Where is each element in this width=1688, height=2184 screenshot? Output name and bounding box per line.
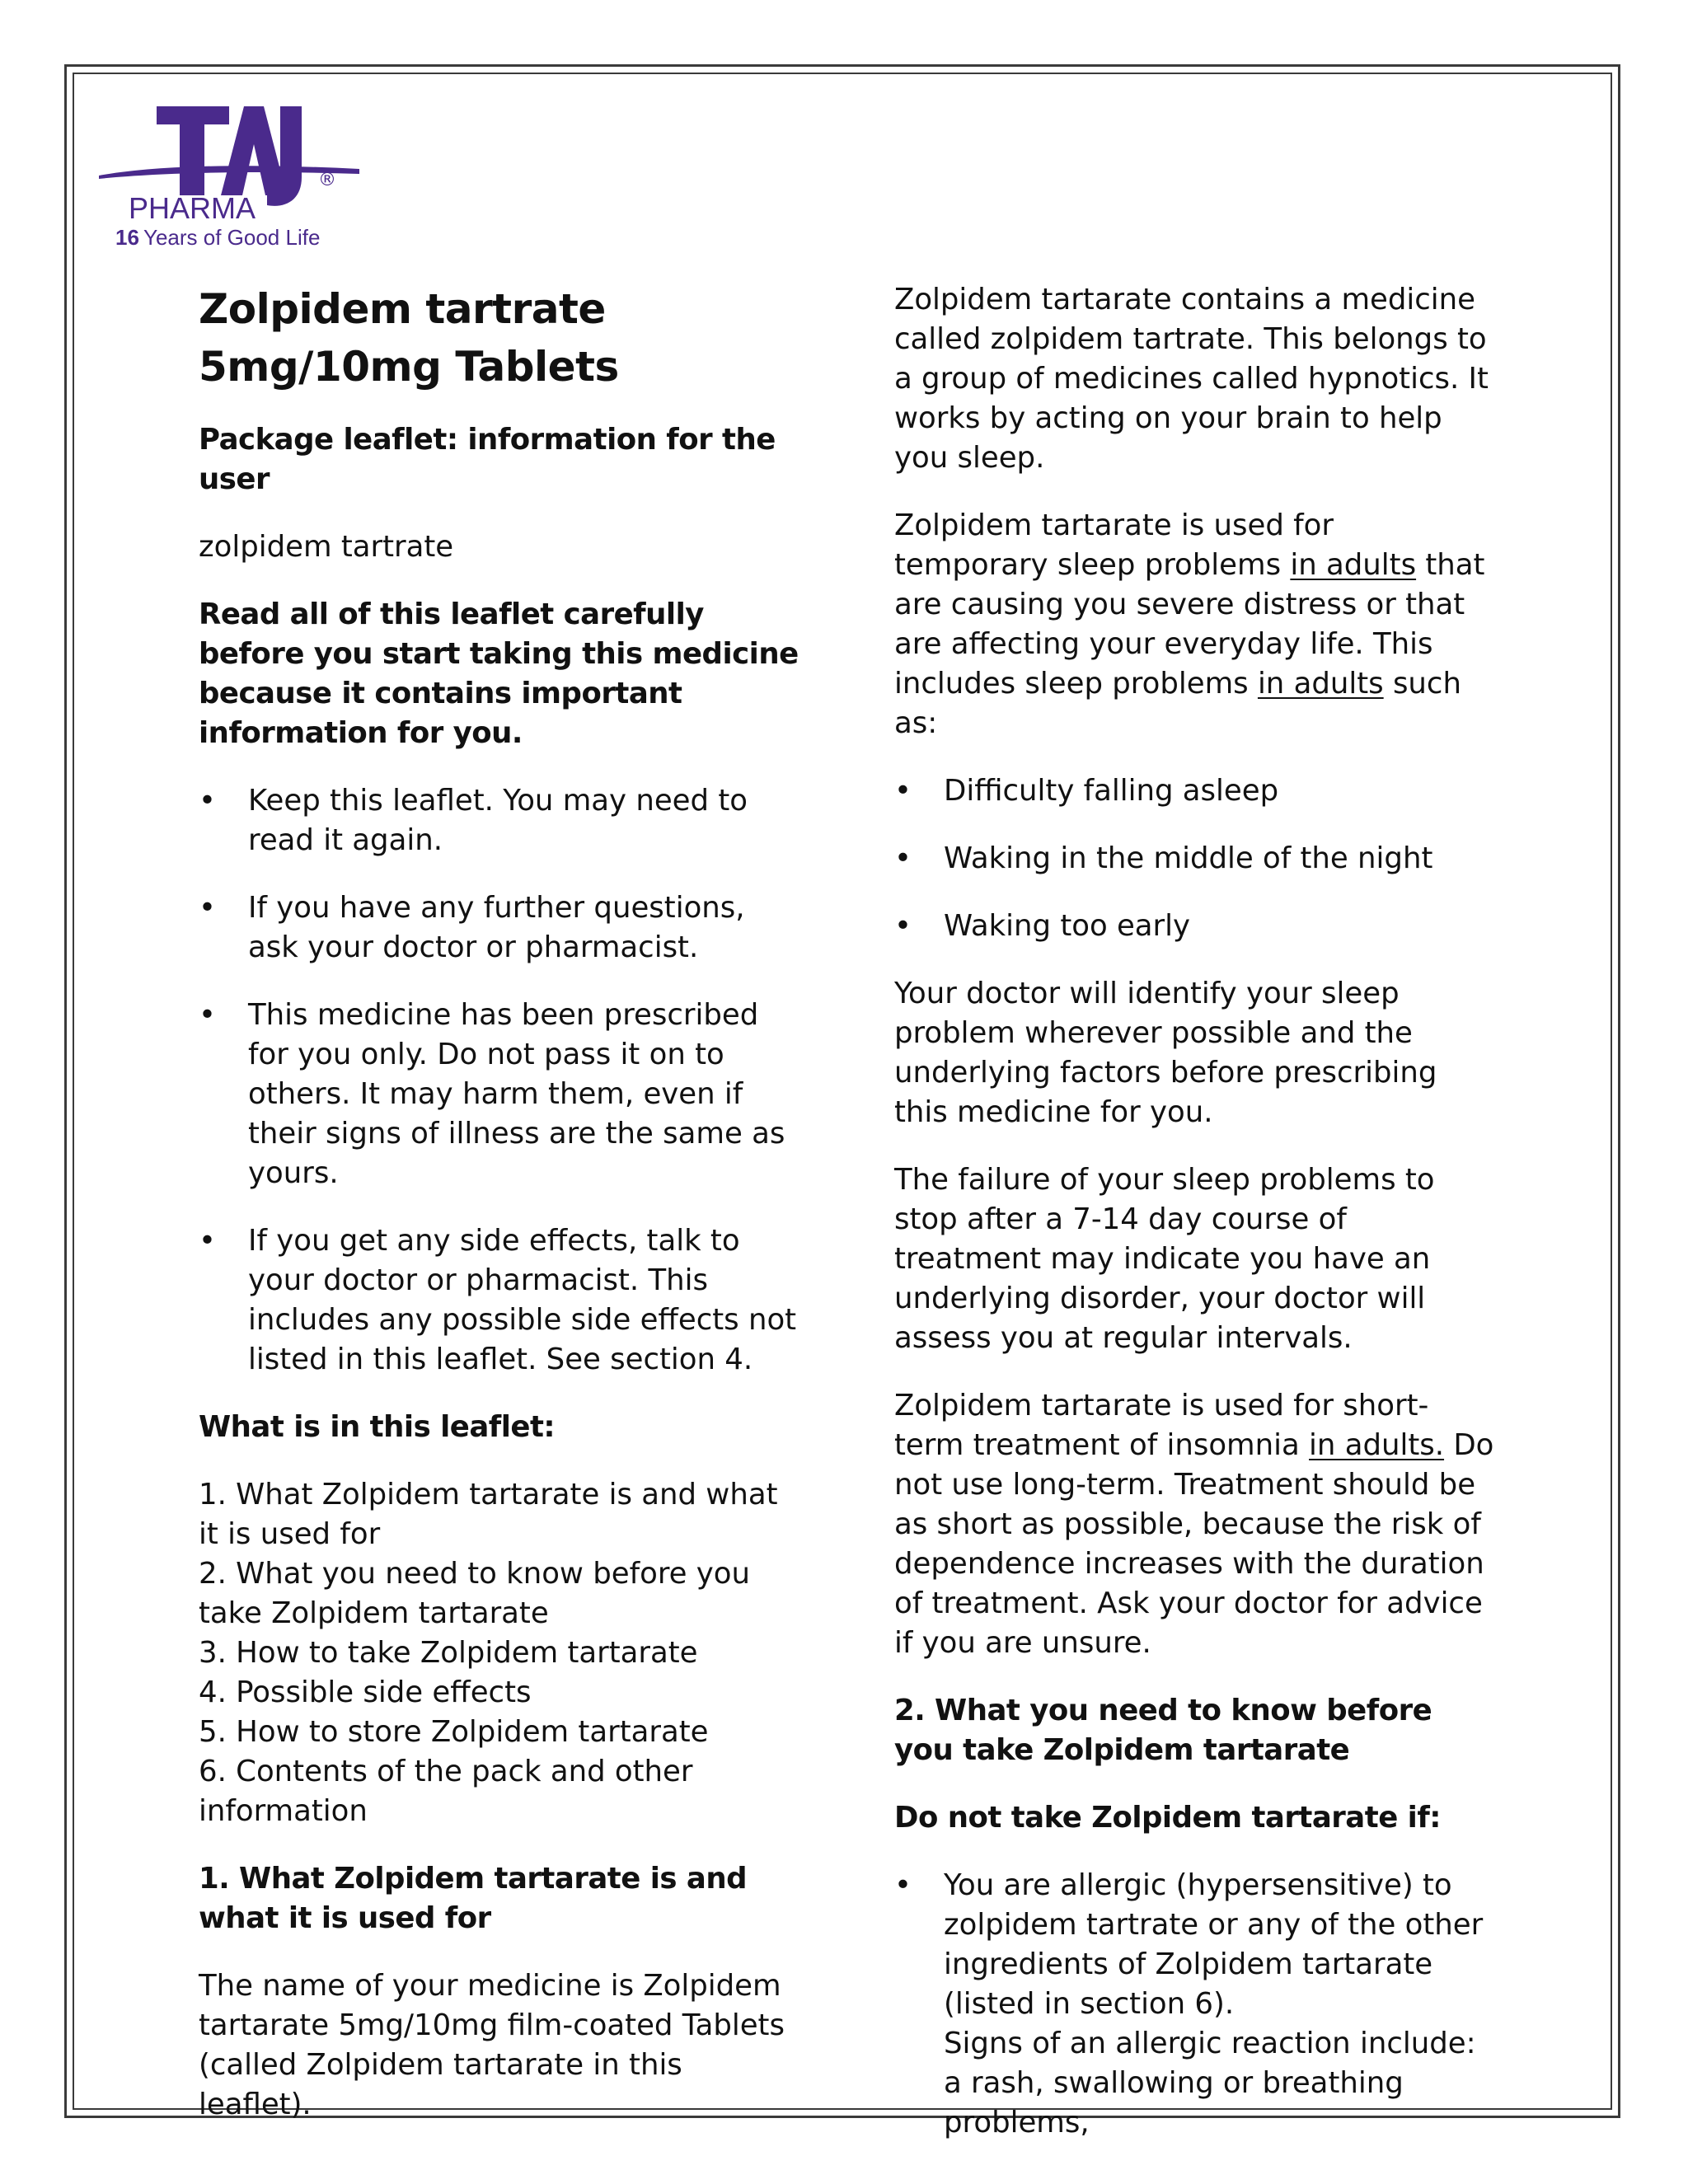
list-item-text: If you have any further questions, ask your doctor or pharmacist. xyxy=(248,891,745,964)
list-item-subtext: Signs of an allergic reaction include: a rash, swallowing or breathing problems, xyxy=(944,2027,1476,2139)
toc-item: 4. Possible side effects xyxy=(199,1675,532,1709)
bullet-icon: • xyxy=(199,891,216,925)
list-item-text: Keep this leaflet. You may need to read it again. xyxy=(248,784,748,857)
do-not-take-list xyxy=(894,1866,1496,2143)
registered-mark: ® xyxy=(318,170,336,190)
toc-item: 2. What you need to know before you take Zolpidem tartarate xyxy=(199,1557,751,1630)
do-not-take-heading: Do not take Zolpidem tartarate if: xyxy=(894,1801,1441,1835)
usage-text: that are causing you severe distress or that are affecting your everyday life. This includes sleep problems xyxy=(894,548,1485,701)
toc-item: 5. How to store Zolpidem tartarate xyxy=(199,1715,709,1749)
section-1-paragraph: Zolpidem tartarate contains a medicine called zolpidem tartrate. This belongs to a group of medicines called hypnotics. It works by acting on your brain to help you sleep. xyxy=(894,283,1489,475)
bullet-icon: • xyxy=(894,774,912,808)
underlined-text: in adults xyxy=(1257,667,1384,701)
toc-item: 3. How to take Zolpidem tartarate xyxy=(199,1636,698,1670)
bullet-icon: • xyxy=(894,841,912,875)
right-column xyxy=(894,280,1496,2171)
toc-item: 6. Contents of the pack and other information xyxy=(199,1755,693,1828)
table-of-contents xyxy=(199,1475,800,1831)
tagline-number: 16 xyxy=(115,225,139,250)
list-item xyxy=(199,781,800,860)
list-item xyxy=(894,1866,1496,2143)
sleep-problems-list xyxy=(894,771,1496,946)
list-item xyxy=(894,907,1496,946)
tagline-text: Years of Good Life xyxy=(143,225,321,250)
list-item xyxy=(199,888,800,968)
short-term-paragraph xyxy=(894,1386,1496,1663)
leaflet-heading: Package leaflet: information for the user xyxy=(199,423,776,496)
bullet-icon: • xyxy=(199,998,216,1032)
list-item-text: If you get any side effects, talk to your doctor or pharmacist. This includes any possible side effects not listed in this leaflet. See section 4. xyxy=(248,1224,797,1376)
list-item-text: Difficulty falling asleep xyxy=(944,774,1279,808)
usage-paragraph xyxy=(894,506,1496,743)
usage-text: Zolpidem tartarate is used for temporary sleep problems xyxy=(894,509,1334,582)
list-item xyxy=(199,1221,800,1380)
section-2-heading: 2. What you need to know before you take Zolpidem tartarate xyxy=(894,1694,1432,1767)
toc-heading: What is in this leaflet: xyxy=(199,1410,556,1444)
short-term-text: Zolpidem tartarate is used for short-term treatment of insomnia xyxy=(894,1389,1429,1462)
doctor-paragraph: Your doctor will identify your sleep problem wherever possible and the underlying factors before prescribing this medicine for you. xyxy=(894,977,1437,1129)
read-notice: Read all of this leaflet carefully before you start taking this medicine because it contains important information for you. xyxy=(199,598,799,750)
intro-bullet-list xyxy=(199,781,800,1380)
usage-text: such as: xyxy=(894,667,1461,740)
underlined-text: in adults. xyxy=(1309,1428,1445,1462)
list-item xyxy=(894,771,1496,811)
underlined-text: in adults xyxy=(1290,548,1417,582)
section-1-paragraph: The name of your medicine is Zolpidem tartarate 5mg/10mg film-coated Tablets (called Zolpidem tartarate in this leaflet). xyxy=(199,1969,785,2121)
bullet-icon: • xyxy=(199,1224,216,1258)
logo-name: PHARMA xyxy=(129,191,256,225)
taj-pharma-logo xyxy=(97,103,369,251)
list-item xyxy=(199,996,800,1193)
list-item-text: Waking in the middle of the night xyxy=(944,841,1433,875)
bullet-icon: • xyxy=(894,909,912,943)
bullet-icon: • xyxy=(894,1868,912,1902)
toc-item: 1. What Zolpidem tartarate is and what it is used for xyxy=(199,1478,778,1551)
document-title: Zolpidem tartrate 5mg/10mg Tablets xyxy=(199,285,619,391)
bullet-icon: • xyxy=(199,784,216,818)
list-item xyxy=(894,839,1496,879)
list-item-text: Waking too early xyxy=(944,909,1191,943)
failure-paragraph: The failure of your sleep problems to stop after a 7-14 day course of treatment may indicate you have an underlying disorder, your doctor will assess you at regular intervals. xyxy=(894,1163,1435,1355)
left-column xyxy=(199,280,800,2153)
short-term-text: Do not use long-term. Treatment should be as short as possible, because the risk of dependence increases with the duration of treatment. Ask your doctor for advice if you are unsure. xyxy=(894,1428,1494,1660)
list-item-text: You are allergic (hypersensitive) to zolpidem tartrate or any of the other ingredients of Zolpidem tartarate (listed in section 6). xyxy=(944,1868,1484,2021)
generic-name: zolpidem tartrate xyxy=(199,530,454,564)
list-item-text: This medicine has been prescribed for you only. Do not pass it on to others. It may harm them, even if their signs of illness are the same as yours. xyxy=(248,998,785,1190)
section-1-heading: 1. What Zolpidem tartarate is and what it is used for xyxy=(199,1862,748,1935)
